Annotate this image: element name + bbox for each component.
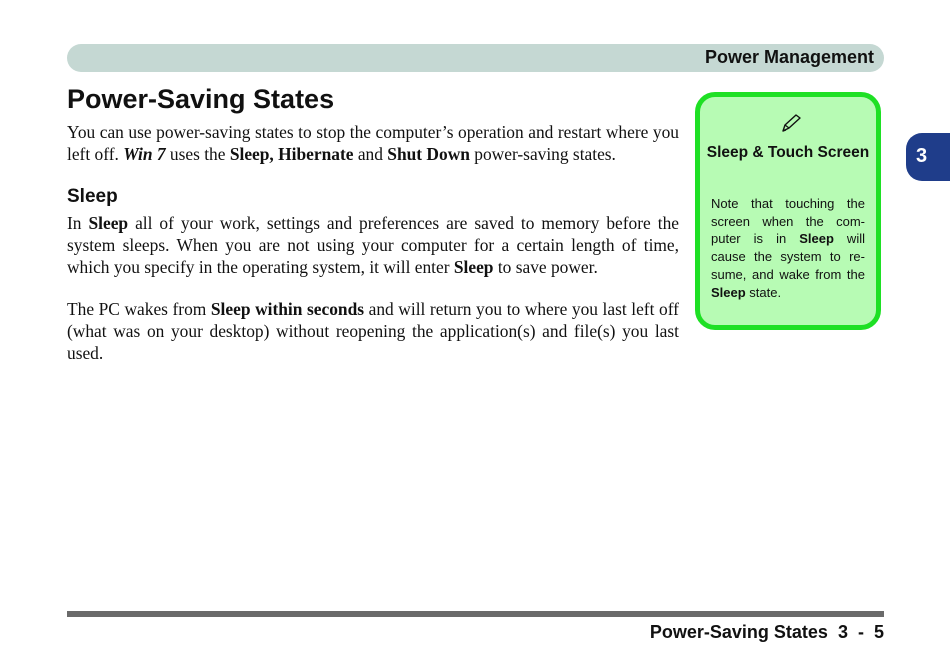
sleep-p1-bold-2: Sleep <box>453 257 494 277</box>
note-text-1: Note that touching the screen when the com-puter is in <box>711 196 865 247</box>
footer-chapter: 3 <box>837 622 848 642</box>
note-bold-2: Sleep <box>711 284 746 300</box>
footer-section: Power-Saving States <box>649 622 828 642</box>
sleep-heading: Sleep <box>67 186 118 207</box>
states-list-2: Shut Down <box>387 144 470 164</box>
sleep-paragraph-1 <box>67 212 679 278</box>
footer-rule <box>67 611 884 617</box>
note-title: Sleep & Touch Screen <box>706 144 870 161</box>
note-text-2: will cause the system to re-sume, and wake from the <box>711 231 865 282</box>
header-section-title: Power Management <box>704 47 874 67</box>
sleep-p1-text-2: all of your work, settings and preferences are saved to memory before the system sleeps. When you are not using your computer for a certain length of time, which you specify in the operating system, it will enter <box>67 213 679 277</box>
sleep-p2-text-2: and will return you to where you last left off (what was on your desktop) without reopening the application(s) and file(s) you last used. <box>67 299 679 363</box>
sleep-p1-text-1: In <box>67 213 89 233</box>
sleep-p1-text-3: to save power. <box>493 257 598 277</box>
intro-paragraph <box>67 121 679 165</box>
note-text-3: state. <box>745 284 782 300</box>
pencil-icon <box>780 113 802 133</box>
sleep-p1-bold-1: Sleep <box>88 213 129 233</box>
note-box <box>695 92 881 330</box>
footer-page: 5 <box>873 622 884 642</box>
sleep-p2-bold-1: Sleep within seconds <box>210 299 365 319</box>
intro-text-2: uses the <box>165 144 230 164</box>
footer-separator: - <box>857 622 864 642</box>
sleep-paragraph-2 <box>67 298 679 364</box>
header-bar <box>67 44 884 72</box>
chapter-number: 3 <box>916 145 928 167</box>
sleep-p2-text-1: The PC wakes from <box>67 299 211 319</box>
states-list-1: Sleep, Hibernate <box>229 144 354 164</box>
footer <box>650 620 884 644</box>
note-body <box>711 195 865 301</box>
intro-text-4: power-saving states. <box>469 144 616 164</box>
chapter-tab[interactable] <box>906 133 950 181</box>
note-bold-1: Sleep <box>799 231 834 247</box>
intro-text-1: You can use power-saving states to stop the computer’s operation and restart where you left off. <box>67 122 679 164</box>
os-name: Win 7 <box>123 144 166 164</box>
intro-text-3: and <box>353 144 388 164</box>
page-title: Power-Saving States <box>67 84 335 114</box>
